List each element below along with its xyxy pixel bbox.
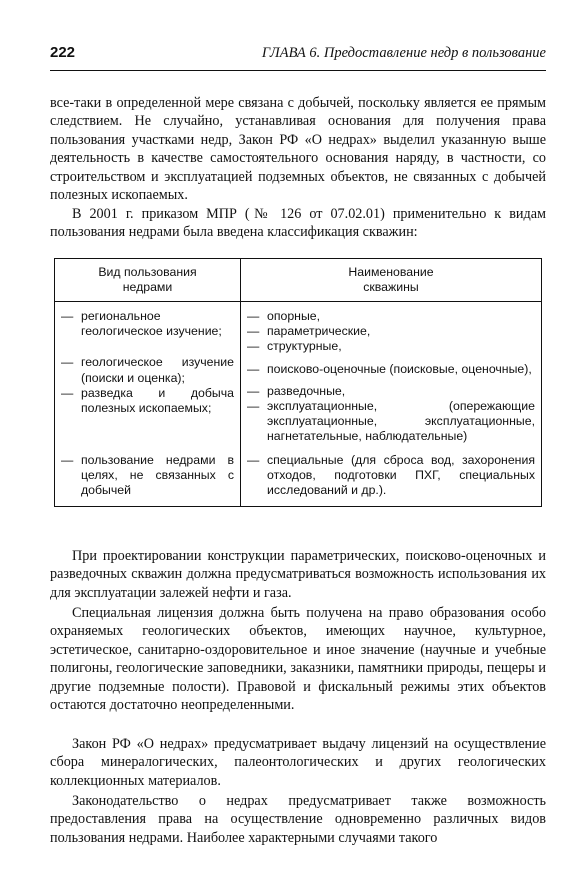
running-header bbox=[50, 42, 546, 71]
chapter-title: ГЛАВА 6. Предоставление недр в пользование bbox=[261, 45, 546, 61]
list-item: — региональное геологическое изучение; bbox=[61, 309, 222, 339]
list-item: — разведка и добыча полезных ископаемых; bbox=[61, 385, 234, 416]
list-item: — специальные (для сброса вод, захоронения отходов, подготовки ПХГ, специальных исследований и др.). bbox=[247, 452, 535, 498]
header-well-name-line1: Наименование bbox=[348, 264, 434, 279]
well-name-cell bbox=[241, 453, 542, 507]
list-item: — опорные, bbox=[247, 309, 321, 323]
body-paragraph-2: Специальная лицензия должна быть получена на право образования особо охраняемых геологических объектов, имеющих научное, культурное, эстетическое, санитарно-оздоровительное и иное значение (научные и учебные полигоны, геологические заповедники, заказники, памятники природы, пещеры и другие подземные полости). Правовой и фискальный режимы этих объектов остаются достаточно неопределенными. bbox=[50, 605, 546, 714]
table-row bbox=[55, 302, 542, 453]
subsoil-use-cell bbox=[55, 302, 241, 453]
body-paragraph-3: Закон РФ «О недрах» предусматривает выдачу лицензий на осуществление сбора минералогических, палеонтологических и других геологических коллекционных материалов. bbox=[50, 736, 546, 789]
list-item: — параметрические, bbox=[247, 324, 371, 339]
list-item: — пользование недрами в целях, не связанных с добычей bbox=[61, 452, 234, 498]
body-paragraph-1: При проектировании конструкции параметрических, поисково-оценочных и разведочных скважин должна предусматриваться возможность использования их для эксплуатации залежей нефти и газа. bbox=[50, 548, 546, 601]
well-classification-table bbox=[54, 258, 542, 507]
well-name-cell bbox=[241, 302, 542, 453]
order-paragraph: В 2001 г. приказом МПР (№ 126 от 07.02.01) применительно к видам пользования недрами была введена классификация скважин: bbox=[50, 206, 546, 241]
list-item: — структурные, bbox=[247, 339, 342, 354]
list-item: — эксплуатационные, (опережающие эксплуатационные, эксплуатационные, нагнетательные, наблюдательные) bbox=[247, 399, 535, 444]
subsoil-use-cell bbox=[55, 453, 241, 507]
list-item: — геологическое изучение (поиски и оценка); bbox=[61, 355, 234, 385]
header-subsoil-use-line2: недрами bbox=[122, 280, 173, 294]
header-subsoil-use bbox=[55, 259, 241, 302]
list-item: — разведочные, bbox=[247, 383, 346, 398]
list-item: — поисково-оценочные (поисковые, оценочные), bbox=[247, 361, 532, 376]
header-subsoil-use-line1: Вид пользования bbox=[98, 264, 197, 279]
page-number: 222 bbox=[50, 44, 76, 61]
header-well-name bbox=[241, 259, 542, 302]
table-row bbox=[55, 453, 542, 507]
intro-paragraph: все-таки в определенной мере связана с добычей, поскольку является ее прямым следствием. Не случайно, устанавливая основания для получения права пользования участками недр, Закон РФ «О недрах» выделил указанную выше деятельность в качестве самостоятельного основания наряду, в частности, со строительством и эксплуатацией подземных объектов, не связанных с добычей полезных ископаемых. bbox=[50, 95, 546, 204]
header-well-name-line2: скважины bbox=[363, 280, 419, 294]
body-paragraph-4: Законодательство о недрах предусматривает также возможность предоставления права на осуществление одновременно различных видов пользования недрами. Наиболее характерными случаями такого bbox=[50, 793, 546, 846]
